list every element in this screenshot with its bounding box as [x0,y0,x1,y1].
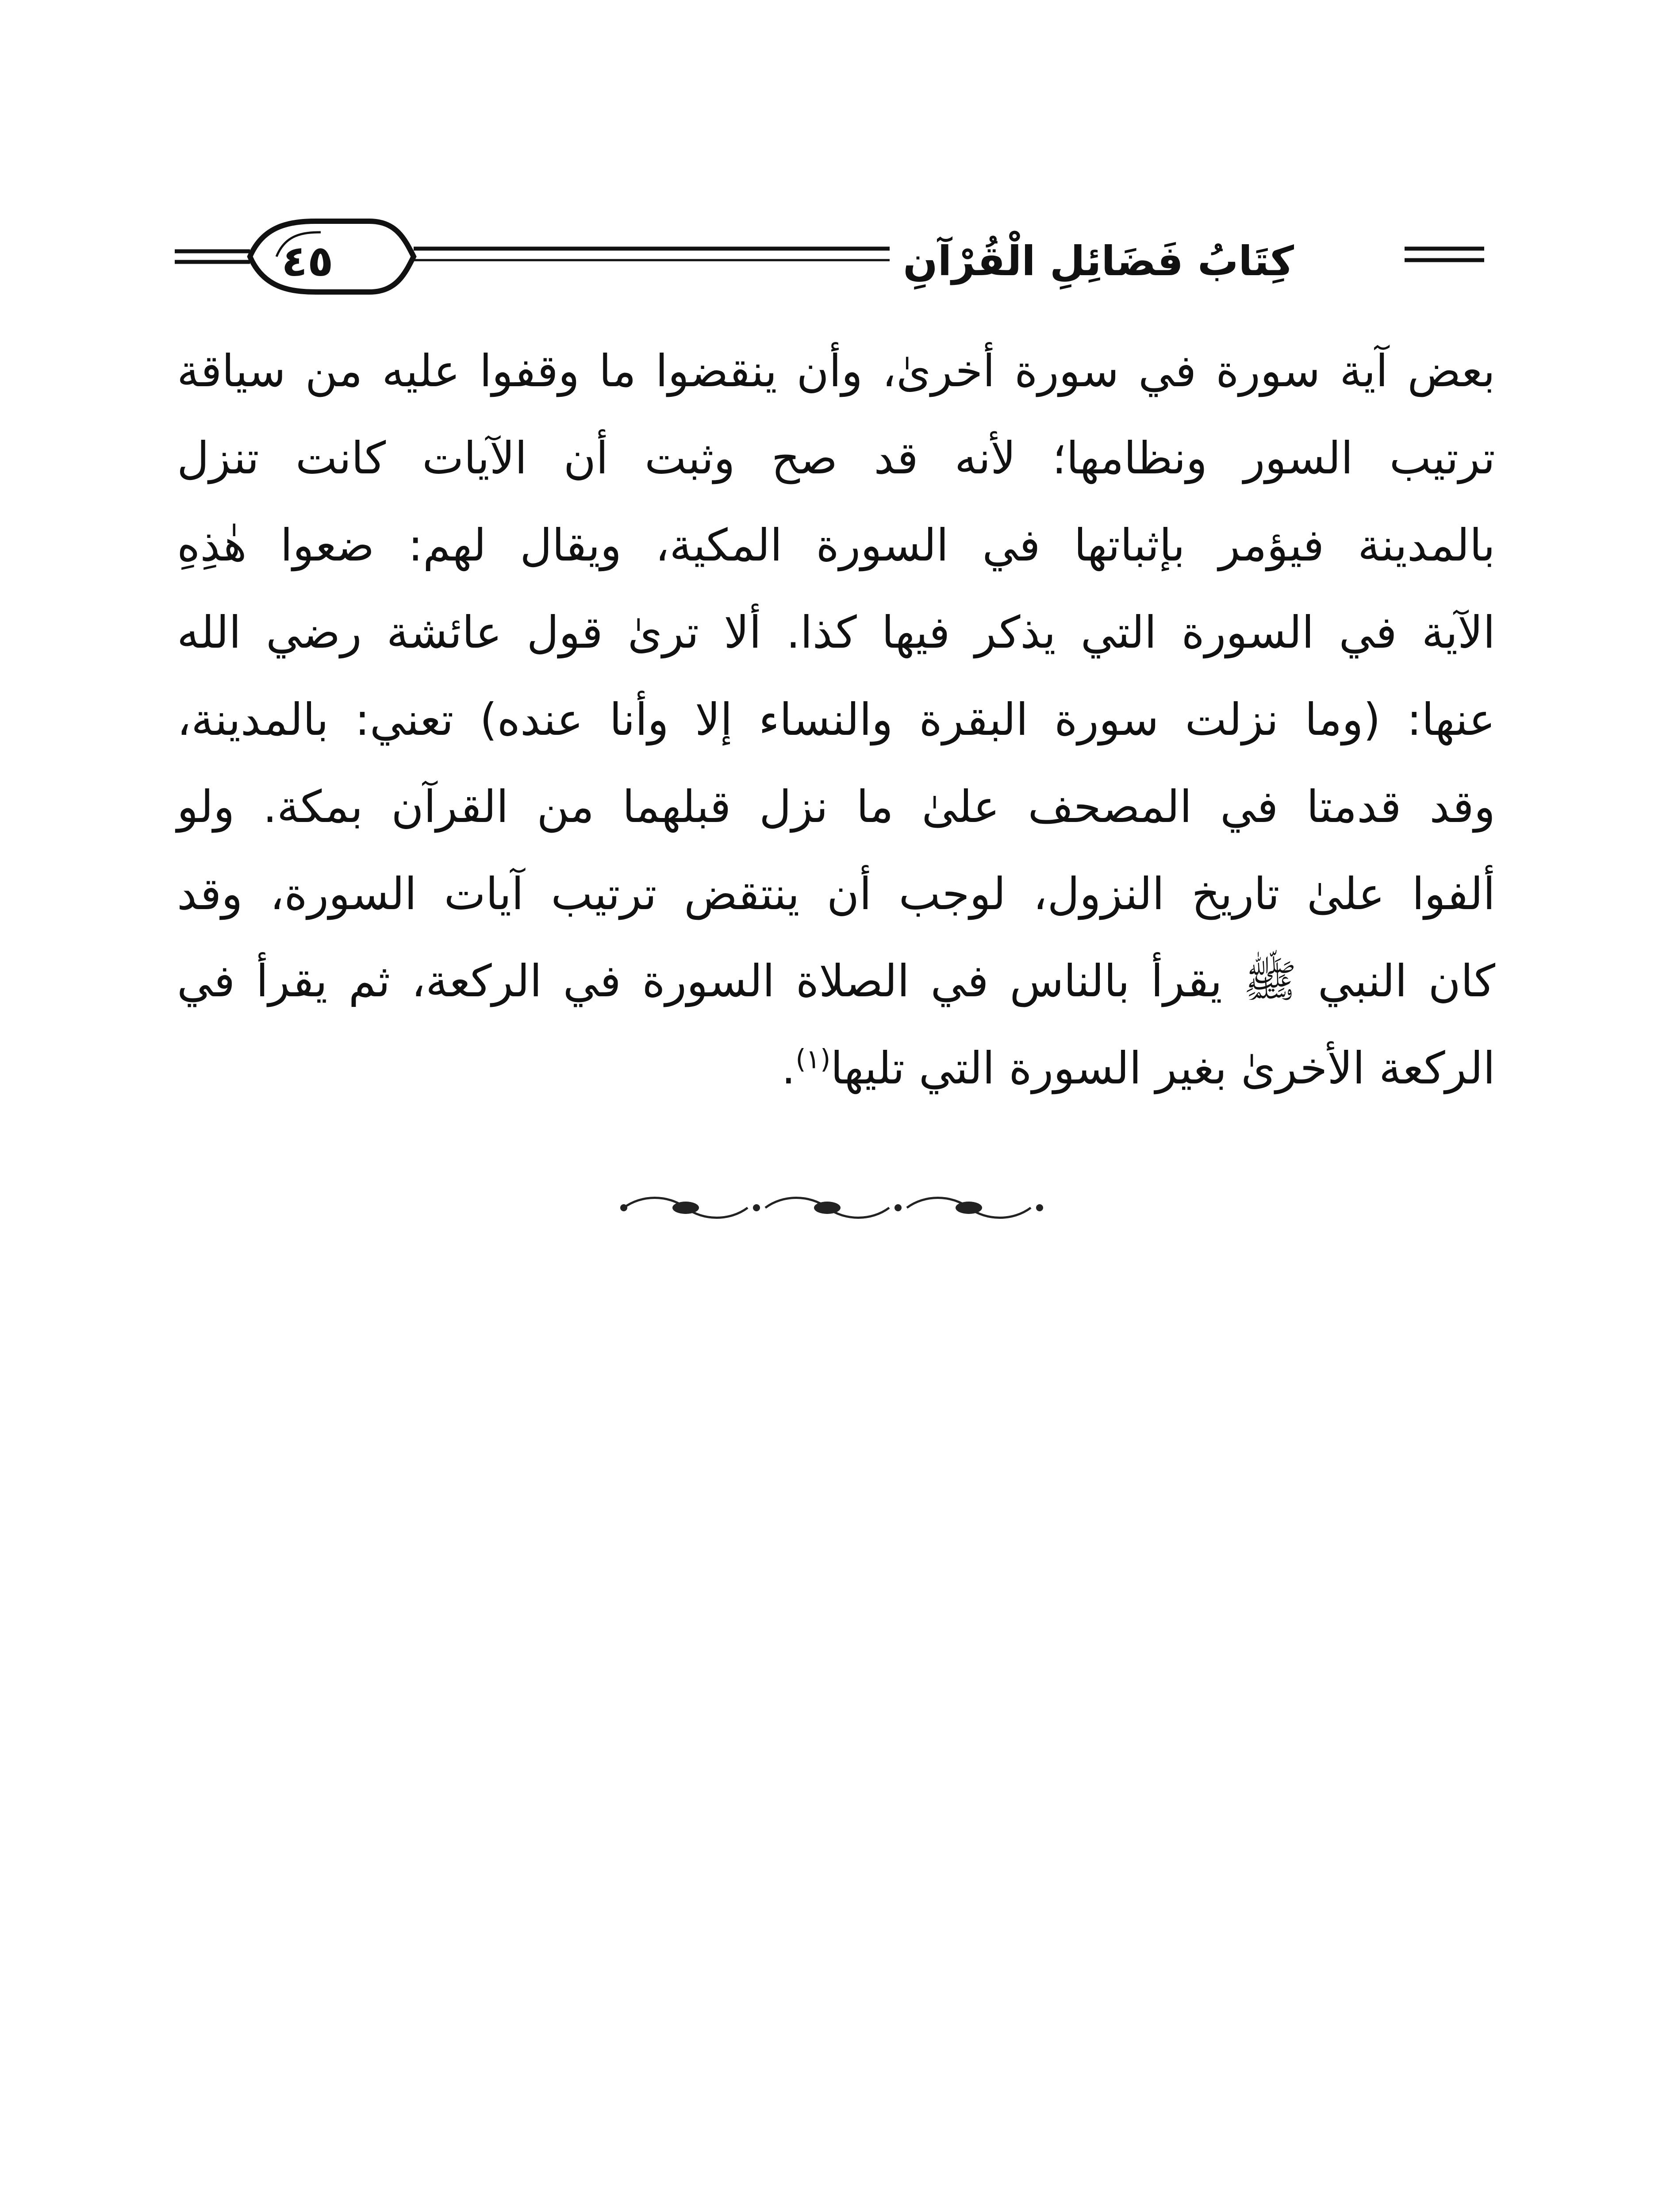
body-line: عنها: (وما نزلت سورة البقرة والنساء إلا وأنا عنده) تعني: بالمدينة، [177,694,1495,745]
page-number: ٤٥ [281,236,334,286]
body-line: كان النبي ﷺ يقرأ بالناس في الصلاة السورة في الركعة، ثم يقرأ في [177,955,1495,1007]
footnote-reference: (١) [795,1044,831,1075]
body-line: ترتيب السور ونظامها؛ لأنه قد صح وثبت أن الآيات كانت تنزل [177,432,1495,484]
body-line: بعض آية سورة في سورة أخرىٰ، وأن ينقضوا ما وقفوا عليه من سياقة [177,345,1495,397]
body-line: وقد قدمتا في المصحف علىٰ ما نزل قبلهما من القرآن بمكة. ولو [177,781,1495,833]
body-line-last [177,1025,1495,1112]
body-line: الآية في السورة التي يذكر فيها كذا. ألا ترىٰ قول عائشة رضي الله [177,607,1495,658]
running-title: كِتَابُ فَضَائِلِ الْقُرْآنِ [890,228,1307,294]
body-last-text: الركعة الأخرىٰ بغير السورة التي تليها [830,1042,1495,1094]
body-text [177,327,1495,1112]
body-last-period: . [781,1042,796,1094]
body-line: ألفوا علىٰ تاريخ النزول، لوجب أن ينتقض ترتيب آيات السورة، وقد [177,868,1495,920]
section-end-ornament [615,1190,1048,1225]
page-header [175,208,1484,305]
body-line: بالمدينة فيؤمر بإثباتها في السورة المكية، ويقال لهم: ضعوا هٰذِهِ [177,519,1495,571]
